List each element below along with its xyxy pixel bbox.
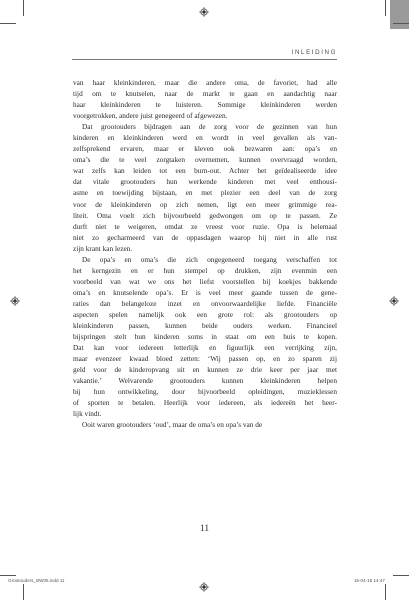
text-line: van haar kleinkinderen, maar die andere oma, de favoriet, had alle: [73, 78, 337, 87]
paragraph: [73, 419, 337, 430]
text-line: kleinkinderen passen, kunnen beide ouders werken. Financieel: [73, 321, 337, 331]
text-line: kinderen en kleinkinderen werd en wordt in veel gevallen als van-: [73, 133, 337, 143]
text-line: voorgetrokken, andere juist genegeerd of afgewezen.: [73, 111, 228, 121]
text-line: niet zo gecharmeerd van de oppasdagen waarop hij niet in alle rust: [73, 232, 337, 242]
text-line: dat vitale grootouders hun werkende kinderen met veel enthousi-: [73, 177, 337, 187]
registration-mark-right-icon: [389, 296, 399, 306]
page-number: 11: [199, 524, 210, 534]
text-line: maar evenzeer kwaad bloed zetten: ‘Wij passen op, en zo sparen zij: [73, 354, 337, 364]
running-head: INLEIDING: [291, 49, 337, 56]
crop-mark: [0, 575, 16, 576]
text-line: zelfsprekend ervaren, maar er kleven ook bezwaren aan: opa’s en: [73, 144, 337, 154]
slug-timestamp: 15-04-15 14:47: [353, 578, 385, 583]
text-line: bij hun ontwikkeling, door bijvoorbeeld opleidingen, muzieklessen: [73, 387, 337, 397]
text-line: De opa’s en oma’s die zich ongegeneerd toegang verschaffen tot: [82, 254, 337, 264]
crop-mark: [385, 584, 386, 600]
registration-mark-left-icon: [10, 296, 20, 306]
text-line: Dat grootouders bijdragen aan de zorg voor de gezinnen van hun: [82, 122, 337, 132]
text-line: raties dan belangeloze inzet en onvoorwaardelijke liefde. Financiële: [73, 298, 337, 308]
text-line: zijn krant kan lezen.: [73, 243, 133, 253]
registration-mark-bottom-icon: [199, 582, 209, 592]
text-line: asme en toewijding bijstaan, en met plezier een deel van de zorg: [73, 188, 337, 198]
header-rule: [72, 59, 337, 60]
text-line: bijspringen stelt hun kinderen soms in staat om een huis te kopen.: [73, 332, 337, 342]
slug-file-info: Grootouders_BW06.indd 11: [8, 578, 65, 583]
text-line: voor de kleinkinderen op zich nemen, ligt een meer grimmige rea-: [73, 199, 337, 209]
text-line: aspecten spelen namelijk ook een grote rol: als grootouders op: [73, 309, 337, 319]
text-line: lijk vindt.: [73, 409, 102, 419]
text-line: oma’s die te veel zorgtaken overnemen, kunnen overvraagd worden,: [73, 155, 337, 165]
text-line: Ooit waren grootouders ‘oud’, maar de oma’s en opa’s van de: [82, 420, 263, 430]
paragraph: [73, 254, 337, 420]
text-line: of sporten te betalen. Heerlijk voor iedereen, als iedereën het heer-: [73, 398, 337, 408]
text-line: Dat kan voor iedereen letterlijk en figuurlijk een verrijking zijn,: [73, 343, 337, 353]
crop-mark: [23, 0, 24, 16]
crop-mark: [23, 584, 24, 600]
color-bar: [390, 0, 409, 29]
text-line: het kerngezin en er hun stempel op drukken, zijn evenmin een: [73, 265, 337, 275]
crop-mark: [385, 0, 386, 16]
text-line: oma’s en knutselende opa’s. Er is veel meer gaande tussen de gene-: [73, 287, 337, 297]
crop-mark: [393, 23, 409, 24]
text-line: voorbeeld van wat we ons het liefst voorstellen bij koekjes bakkende: [73, 276, 337, 286]
paragraph: [73, 77, 337, 121]
crop-mark: [393, 575, 409, 576]
text-line: durft niet te weigeren, omdat ze vreest voor ruzie. Opa is helemaal: [73, 221, 337, 231]
body-text: [73, 77, 337, 431]
text-line: liteit. Oma voelt zich bijvoorbeeld gedwongen om op te passen. Ze: [73, 210, 337, 220]
crop-mark: [0, 23, 16, 24]
text-line: tijd om te knutselen, naar de markt te gaan en aandachtig naar: [73, 89, 337, 99]
text-line: haar kleinkinderen te luisteren. Sommige kleinkinderen werden: [73, 100, 337, 110]
registration-mark-top-icon: [199, 7, 209, 17]
text-line: wat zelfs kan leiden tot een burn-out. Achter het geïdealiseerde idee: [73, 166, 337, 176]
paragraph: [73, 121, 337, 254]
text-line: vakantie.’ Welvarende grootouders kunnen kleinkinderen helpen: [73, 376, 337, 386]
text-line: geld voor de kinderopvang uit en kunnen ze drie keer per jaar met: [73, 365, 337, 375]
